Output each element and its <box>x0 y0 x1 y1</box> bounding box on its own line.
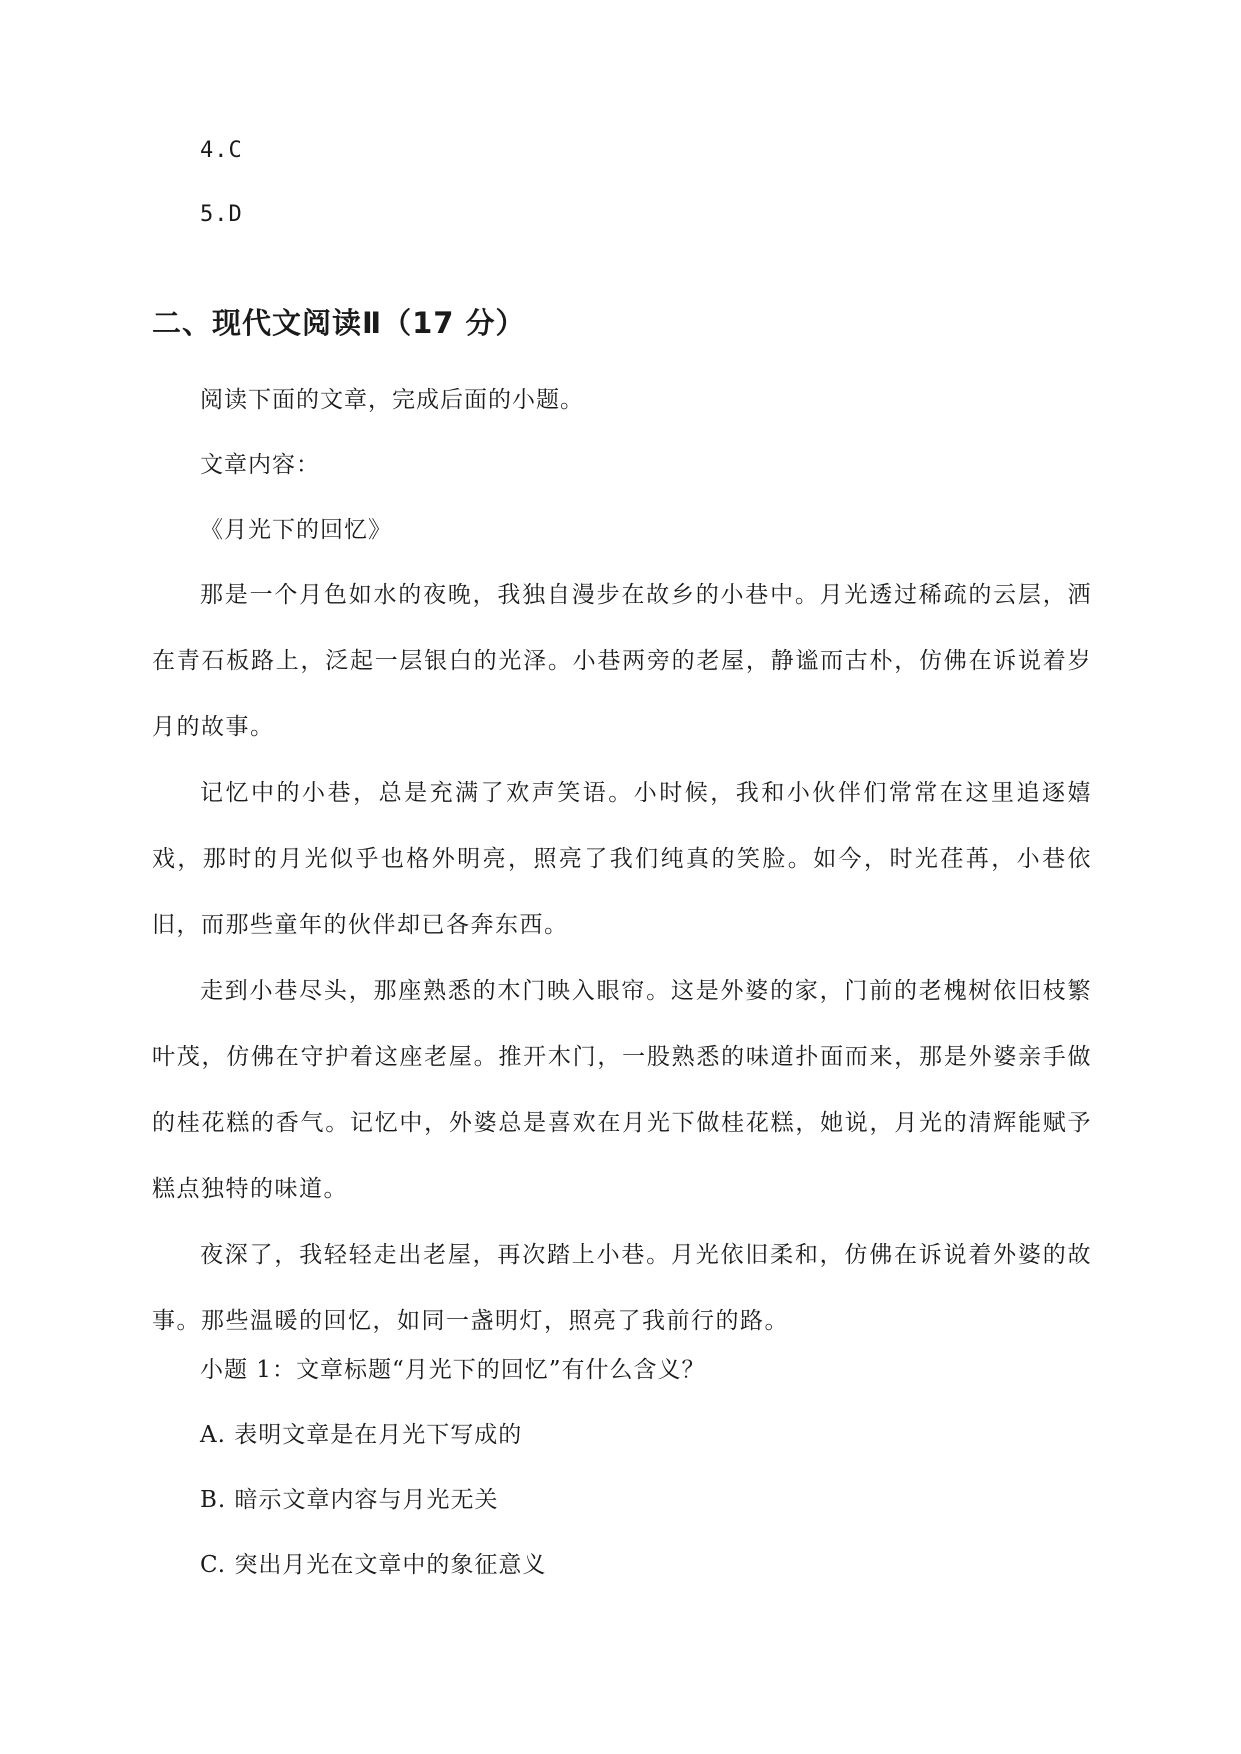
option-c: C. 突出月光在文章中的象征意义 <box>200 1552 547 1578</box>
content-label: 文章内容： <box>200 452 320 478</box>
section-heading: 二、现代文阅读Ⅱ（17 分） <box>152 306 526 340</box>
article-paragraph-2: 记忆中的小巷，总是充满了欢声笑语。小时候，我和小伙伴们常常在这里追逐嬉戏，那时的月光似乎也格外明亮，照亮了我们纯真的笑脸。如今，时光荏苒，小巷依旧，而那些童年的伙伴却已各奔东西。 <box>152 780 1092 938</box>
article-paragraph-3: 走到小巷尽头，那座熟悉的木门映入眼帘。这是外婆的家，门前的老槐树依旧枝繁叶茂，仿佛在守护着这座老屋。推开木门，一股熟悉的味道扑面而来，那是外婆亲手做的桂花糕的香气。记忆中，外婆总是喜欢在月光下做桂花糕，她说，月光的清辉能赋予糕点独特的味道。 <box>152 978 1092 1202</box>
option-b: B. 暗示文章内容与月光无关 <box>200 1487 499 1513</box>
question-stem: 小题 1：文章标题“月光下的回忆”有什么含义？ <box>200 1357 706 1383</box>
article-paragraph-1: 那是一个月色如水的夜晚，我独自漫步在故乡的小巷中。月光透过稀疏的云层，洒在青石板路上，泛起一层银白的光泽。小巷两旁的老屋，静谧而古朴，仿佛在诉说着岁月的故事。 <box>152 582 1092 740</box>
option-a: A. 表明文章是在月光下写成的 <box>200 1422 523 1448</box>
article-title: 《月光下的回忆》 <box>200 517 392 543</box>
answer-4: 4.C <box>200 138 243 163</box>
answer-5: 5.D <box>200 202 243 227</box>
article-paragraph-4: 夜深了，我轻轻走出老屋，再次踏上小巷。月光依旧柔和，仿佛在诉说着外婆的故事。那些温暖的回忆，如同一盏明灯，照亮了我前行的路。 <box>152 1242 1092 1334</box>
reading-instruction: 阅读下面的文章，完成后面的小题。 <box>200 387 584 413</box>
